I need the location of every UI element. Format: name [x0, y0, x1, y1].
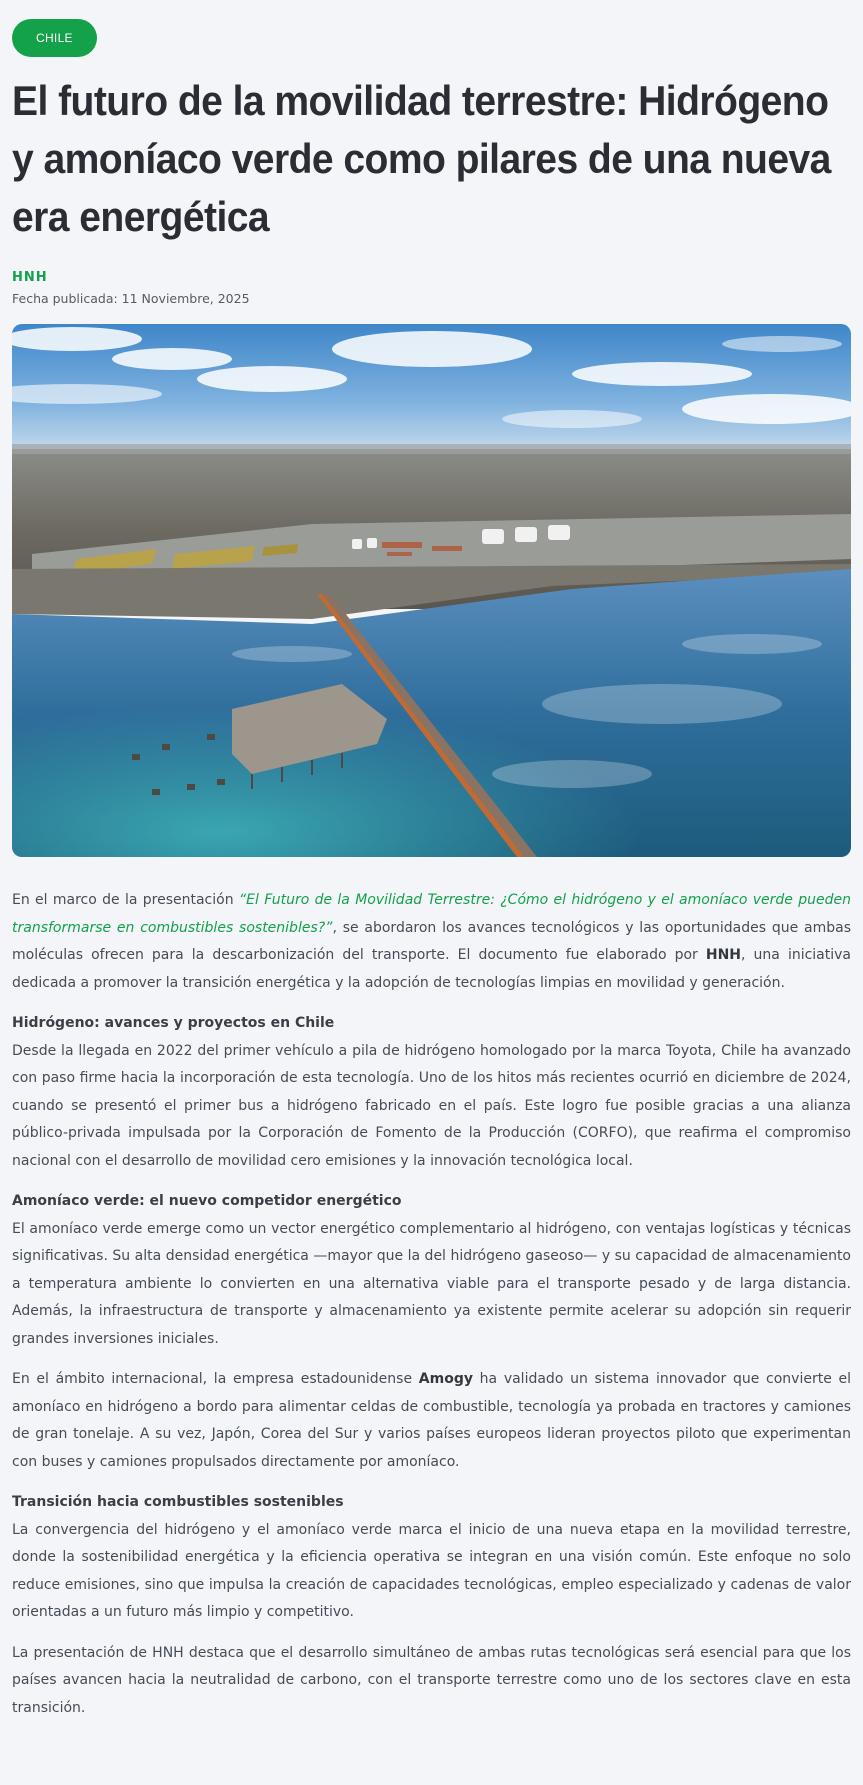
article-body [12, 887, 851, 1722]
section-body: Desde la llegada en 2022 del primer vehículo a pila de hidrógeno homologado por la marca Toyota, Chile ha avanzado con paso firme hacia la incorporación de esta tecnología. Uno de los hitos más recientes ocurrió en diciembre de 2024, cuando se presentó el primer bus a hidrógeno fabricado en el país. Este logro fue posible gracias a una alianza público-privada impulsada por la Corporación de Fomento de la Producción (CORFO), que reafirma el compromiso nacional con el desarrollo de movilidad cero emisiones y la innovación tecnológica local. [12, 1042, 851, 1169]
paragraph-amogy: En el ámbito internacional, la empresa estadounidense Amogy ha validado un sistema innovador que convierte el amoníaco en hidrógeno a bordo para alimentar celdas de combustible, tecnología ya probada en tractores y camiones de gran tonelaje. A su vez, Japón, Corea del Sur y varios países europeos lideran proyectos piloto que experimentan con buses y camiones propulsados directamente por amoníaco. [12, 1371, 852, 1470]
publish-date: Fecha publicada: 11 Noviembre, 2025 [12, 291, 250, 306]
section-heading: Transición hacia combustibles sostenibles [12, 1494, 344, 1510]
hero-image [12, 324, 851, 857]
section-body: La convergencia del hidrógeno y el amoníaco verde marca el inicio de una nueva etapa en la movilidad terrestre, donde la sostenibilidad energética y la eficiencia operativa se integran en una visión común. Este enfoque no solo reduce emisiones, sino que impulsa la creación de capacidades tecnológicas, empleo especializado y cadenas de valor orientadas a un futuro más limpio y competitivo. [12, 1521, 851, 1620]
author-link[interactable]: HNH [12, 270, 48, 285]
article-title: El futuro de la movilidad terrestre: Hidrógeno y amoníaco verde como pilares de una nueva era energética [12, 77, 831, 240]
category-badge[interactable]: CHILE [12, 19, 97, 57]
section-transition [12, 1489, 851, 1627]
closing-paragraph: La presentación de HNH destaca que el desarrollo simultáneo de ambas rutas tecnológicas será esencial para que los países avancen hacia la neutralidad de carbono, con el transporte terrestre como uno de los sectores clave en esta transición. [12, 1644, 851, 1716]
section-hydrogen [12, 1010, 851, 1175]
section-body: El amoníaco verde emerge como un vector energético complementario al hidrógeno, con ventajas logísticas y técnicas significativas. Su alta densidad energética —mayor que la del hidrógeno gaseoso— y su capacidad de almacenamiento a temperatura ambiente lo convierten en una alternativa viable para el transporte pesado y de larga distancia. Además, la infraestructura de transporte y almacenamiento ya existente permite acelerar su adopción sin requerir grandes inversiones iniciales. [12, 1220, 851, 1347]
org-name: HNH [705, 947, 742, 963]
intro-paragraph: En el marco de la presentación “El Futuro de la Movilidad Terrestre: ¿Cómo el hidrógeno y el amoníaco verde pueden transformarse en combustibles sostenibles?”, se abordaron los avances tecnológicos y las oportunidades que ambas moléculas ofrecen para la descarbonización del transporte. El documento fue elaborado por HNH, una iniciativa dedicada a promover la transición energética y la adopción de tecnologías limpias en movilidad y generación. [12, 892, 852, 991]
section-heading: Hidrógeno: avances y proyectos en Chile [12, 1015, 335, 1031]
company-name: Amogy [418, 1371, 473, 1387]
section-heading: Amoníaco verde: el nuevo competidor energético [12, 1193, 402, 1209]
section-ammonia [12, 1188, 851, 1353]
presentation-title-link[interactable]: “El Futuro de la Movilidad Terrestre: ¿Cómo el hidrógeno y el amoníaco verde pueden transformarse en combustibles sostenibles?” [12, 892, 851, 936]
